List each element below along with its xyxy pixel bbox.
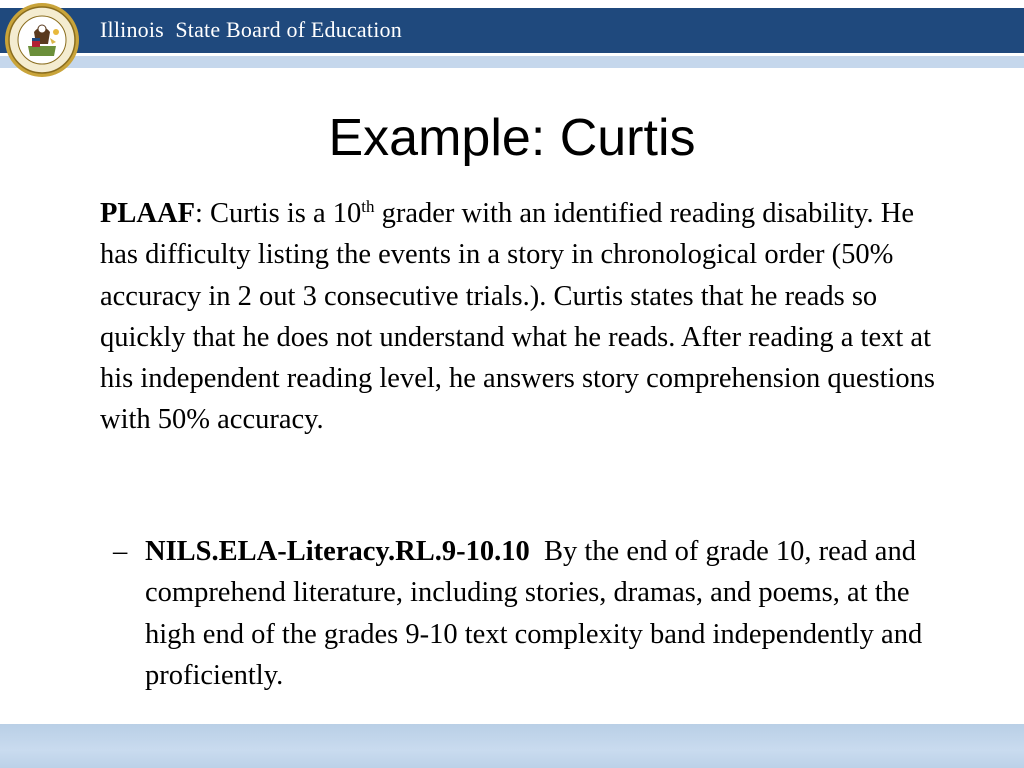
ordinal-suffix: th <box>361 197 375 216</box>
state-seal-icon <box>4 2 80 78</box>
plaaf-intro: : Curtis is a 10 <box>195 198 362 229</box>
slide-title: Example: Curtis <box>328 109 696 167</box>
standard-text: By the end of grade 10, read and comprehend literature, including stories, dramas, and poems, at the high end of the grades 9-10 text complexity band independently and proficiently. <box>145 536 930 691</box>
plaaf-paragraph <box>100 193 950 441</box>
standard-code: NILS.ELA-Literacy.RL.9-10.10 <box>145 536 530 567</box>
footer-bar <box>0 724 1024 768</box>
bullet-dash: – <box>113 536 128 567</box>
organization-name: Illinois State Board of Education <box>100 17 402 42</box>
header-stripe <box>0 56 1024 68</box>
plaaf-text: grader with an identified reading disability. He has difficulty listing the events in a story in chronological order (50% accuracy in 2 out 3 consecutive trials.). Curtis states that he reads so quickly that he does not understand what he reads. After reading a text at his independent reading level, he answers story comprehension questions with 50% accuracy. <box>100 198 936 436</box>
standard-paragraph <box>145 531 965 696</box>
plaaf-label: PLAAF <box>100 198 195 229</box>
